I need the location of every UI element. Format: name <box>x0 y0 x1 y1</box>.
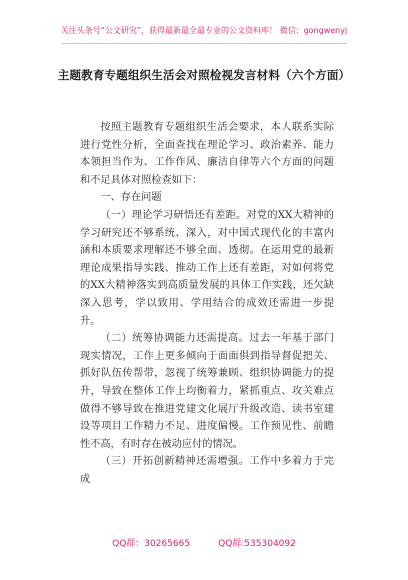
footer-qq-group-2: QQ群:535304092 <box>218 539 296 549</box>
problem-paragraph-1: （一）理论学习研悟还有差距。对党的XX大精神的学习研究还不够系统、深入，对中国式现代化的丰富内涵和本质要求理解还不够全面、透彻。在运用党的最新理论成果指导实践、推动工作上还有差距，对如何将党的XX大精神落实到高质量发展的具体工作实践，还欠缺深入思考，学以致用、学用结合的成效还需进一步提升。 <box>80 209 334 327</box>
document-body <box>80 119 334 488</box>
header-divider <box>62 43 346 44</box>
header-banner: 关注头条号“公文研究”，获得最新最全最专业的公文资料库！ 微信：gongwenyj <box>60 26 348 35</box>
footer-qq-group-1: QQ群：30265665 <box>112 539 191 549</box>
section-heading: 一、存在问题 <box>100 192 162 204</box>
problem-paragraph-3: （三）开拓创新精神还需增强。工作中多着力于完成 <box>80 456 334 485</box>
problem-paragraph-2: （二）统筹协调能力还需提高。过去一年基于部门现实情况，工作上更多倾向于面面俱到指导督促把关、抓好队伍传帮带，忽视了统筹兼顾、组织协调能力的提升，导致在整体工作上均衡着力，紧抓重点、攻关难点做得不够导致在推进党建文化展厅升级改造、读书室建设等项目工作精力不足、进度偏慢。工作预见性、前瞻性不高，有时存在被动应付的情况。 <box>80 333 334 450</box>
intro-paragraph: 按照主题教育专题组织生活会要求，本人联系实际进行党性分析，全面查找在理论学习、政治素养、能力本领担当作为、工作作风、廉洁自律等六个方面的问题和不足具体对照检查如下： <box>80 122 334 186</box>
footer-contact <box>0 536 408 549</box>
document-title: 主题教育专题组织生活会对照检视发言材料（六个方面） <box>57 68 351 82</box>
